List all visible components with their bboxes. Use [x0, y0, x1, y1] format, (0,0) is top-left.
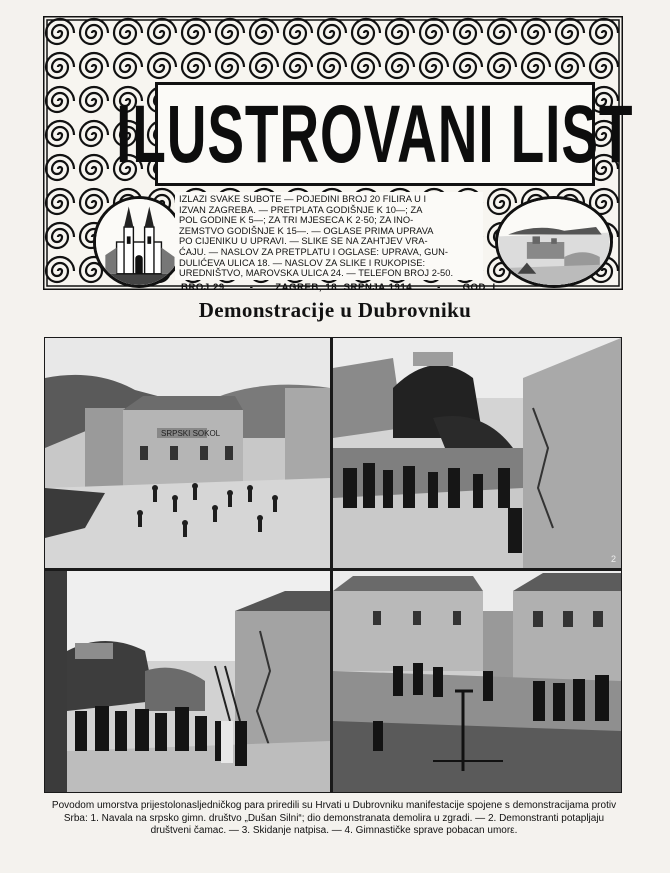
subscription-info — [175, 192, 483, 280]
photo-4 — [333, 571, 621, 792]
info-line: UREDNIŠTVO, MAROVSKA ULICA 24. — TELEFON BROJ 2-50. — [179, 268, 454, 279]
building-sign: SRPSKI SOKOL — [161, 429, 221, 438]
info-line: DULIĆEVA ULICA 18. — NASLOV ZA SLIKE I RUKOPISE: — [179, 257, 426, 268]
photo-number: 2 — [611, 554, 617, 564]
photo-1 — [45, 338, 330, 568]
separator: - — [437, 282, 441, 293]
newspaper-title: ILUSTROVANI LIST — [116, 87, 634, 181]
article-headline: Demonstracije u Dubrovniku — [198, 298, 472, 322]
title-box — [116, 82, 634, 186]
crowd-corner-photo — [45, 571, 330, 792]
separator: - — [249, 282, 254, 293]
photo-2 — [333, 338, 621, 568]
issue-number: BROJ 29. — [181, 282, 229, 293]
info-line: ĆAJU. — NASLOV ZA PRETPLATU I OGLASE: UPRAVA, GUN- — [179, 246, 449, 257]
info-line: IZVAN ZAGREBA. — PRETPLATA GODIŠNJE K 10—; ZA — [179, 204, 423, 215]
info-line: ZEMSTVO GODIŠNJE K 15—. — OGLASE PRIMA UPRAVA — [179, 225, 434, 236]
dateline — [181, 282, 499, 293]
info-line: PO CIJENIKU U UPRAVI. — SLIKE SE NA ZAHTJEV VRA- — [179, 236, 428, 247]
cathedral-icon — [96, 199, 182, 285]
photo-3 — [45, 571, 330, 792]
photo-caption: Povodom umorstva prijestolonasljedničkog para priredili su Hrvati u Dubrovniku manifestacije spojene s demonstracijama protiv Srba: 1. Navala na srpsko gimn. društvo „Dušan Silni“; dio demonstranata demolira u zgradi. — 2. Demonstranti potapljaju društveni čamac. — 3. Skidanje natpisa. — 4. Gimnastičke sprave pobacan umorε. — [51, 800, 617, 836]
issue-date: ZAGREB, 18. SRPNJA 1914. — [275, 282, 416, 293]
harbor-fortress-photo — [333, 338, 621, 568]
square-equipment-photo — [333, 571, 621, 792]
harbor-icon — [498, 199, 610, 285]
masthead — [43, 16, 634, 293]
harbor-emblem — [495, 196, 613, 288]
info-line: IZLAZI SVAKE SUBOTE — POJEDINI BROJ 20 FILIRA U I — [179, 194, 427, 204]
volume-year: GOD. I. — [462, 282, 499, 293]
photo-grid — [44, 337, 622, 793]
cathedral-emblem — [93, 196, 185, 288]
info-line: POL GODINE K 5—; ZA TRI MJESECA K 2·50; ZA INO- — [179, 215, 414, 226]
crowd-building-photo — [45, 338, 330, 568]
